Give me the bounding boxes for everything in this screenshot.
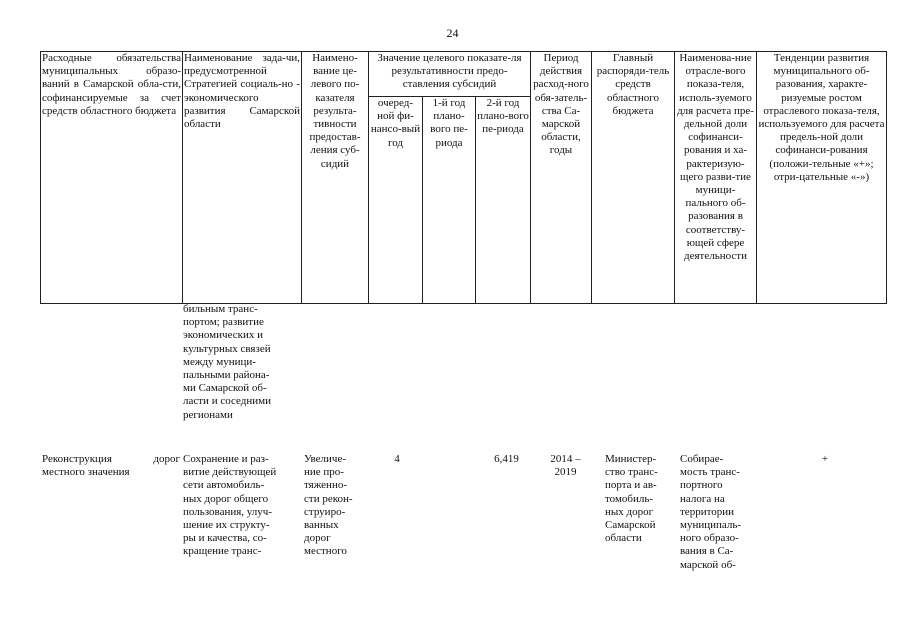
row-strategy-task: Сохранение и раз- витие действующей сети автомобиль- ных дорог общего пользования, улуч- шение их структу- ры и качества, со- кращение транс- <box>183 453 277 558</box>
header-current-year: очеред-ной фи-нансо-вый год <box>369 97 423 304</box>
header-indicator-values: Значение целевого показате-ля результативности предо-ставления субсидий <box>369 52 531 97</box>
header-sector-indicator: Наименова-ние отрасле-вого показа-теля, исполь-зуемого для расчета пре-дельной доли софинанси-рования и ха-рактеризую-щего разви-тие муници-пального об-разования в соответству-ющей сфере деятельности <box>675 52 757 304</box>
table-header <box>40 51 887 304</box>
header-strategy-task: Наименование зада-чи, предусмотренной Стратегией социаль-но - экономического развития Самарской области <box>183 52 302 304</box>
header-main-manager: Главный распоряди-тель средств областного бюджета <box>592 52 675 304</box>
row-development-trend: + <box>821 453 829 465</box>
header-development-trends: Тенденции развития муниципального об-разования, характе-ризуемые ростом отраслевого показа-теля, используемого для расчета предель-ной доли софинанси-рования (положи-тельные «+»; отри-цательные «-») <box>757 52 887 304</box>
header-expense-obligations: Расходные обязательства муниципальных образо-ваний в Самарской обла-сти, софинансируемые за счет средств областного бюджета <box>41 52 183 304</box>
continuation-task-text: бильным транс- портом; развитие экономических и культурных связей между муници- пальными района- ми Самарской об- ласти и соседними регионами <box>183 303 271 421</box>
row-second-plan-year-value: 6,419 <box>494 453 519 465</box>
row-expense-obligation: Реконструкция дорог местного значения <box>42 453 180 479</box>
header-target-indicator: Наимено-вание це-левого по-казателя результа-тивности предостав-ления суб-сидий <box>302 52 369 304</box>
header-first-plan-year: 1-й год плано-вого пе-риода <box>423 97 476 304</box>
row-sector-indicator: Собирае- мость транс- портного налога на территории муниципаль- ного образо- вания в Са- марской об- <box>680 453 742 571</box>
header-second-plan-year: 2-й год плано-вого пе-риода <box>476 97 531 304</box>
row-current-year-value: 4 <box>394 453 400 465</box>
header-period: Период действия расход-ного обя-затель-ства Са-марской области, годы <box>531 52 592 304</box>
row-period: 2014 – 2019 <box>550 453 581 479</box>
page-number: 24 <box>446 26 459 40</box>
row-target-indicator: Увеличе- ние про- тяженно- сти рекон- струиро- ванных дорог местного <box>304 453 353 558</box>
row-main-manager: Министер- ство транс- порта и ав- томобиль- ных дорог Самарской области <box>605 453 658 545</box>
